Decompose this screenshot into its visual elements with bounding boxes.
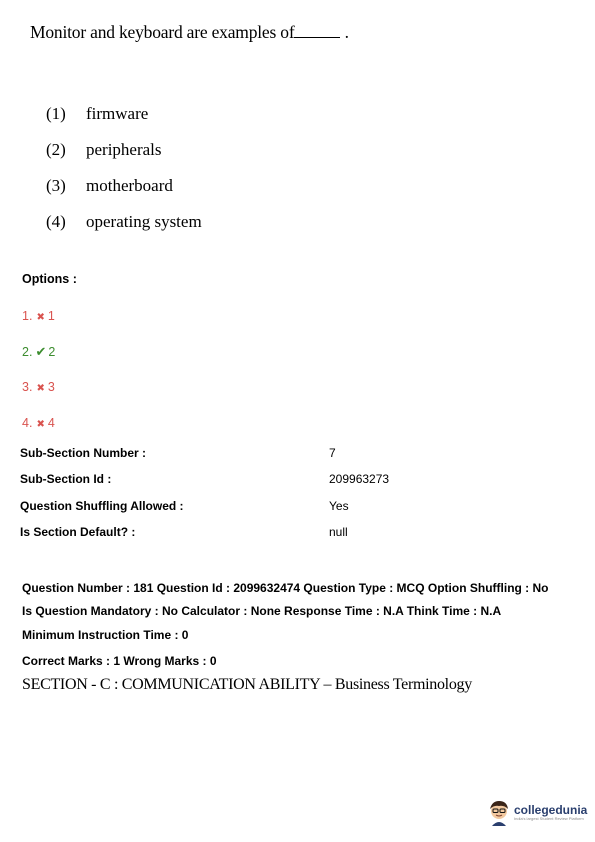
brand-tagline: India's largest Student Review Platform <box>514 816 584 821</box>
option-prefix: 1. <box>22 309 33 323</box>
check-icon: ✔ <box>35 344 47 359</box>
answer-blank <box>294 23 340 38</box>
choice-number: (4) <box>46 212 66 231</box>
options-heading: Options : <box>22 272 77 286</box>
option-prefix: 3. <box>22 380 33 394</box>
choice-number: (1) <box>46 104 66 123</box>
answer-choices <box>46 96 202 240</box>
choice-text: motherboard <box>86 176 173 195</box>
question-end: . <box>344 22 349 42</box>
option-prefix: 4. <box>22 416 33 430</box>
choice-item <box>46 168 202 204</box>
student-avatar-icon <box>488 800 510 826</box>
meta-key: Sub-Section Number : <box>20 446 147 460</box>
option-prefix: 2. <box>22 345 33 359</box>
choice-text: firmware <box>86 104 149 123</box>
meta-key: Sub-Section Id : <box>20 472 112 486</box>
meta-key: Is Section Default? : <box>20 525 136 539</box>
option-value: 2 <box>48 345 56 359</box>
cross-icon: ✖ <box>36 419 45 430</box>
section-title: SECTION - C : COMMUNICATION ABILITY – Business Terminology <box>22 676 472 693</box>
choice-number: (3) <box>46 176 66 195</box>
question-info-line: Minimum Instruction Time : 0 <box>22 628 189 642</box>
choice-text: peripherals <box>86 140 162 159</box>
meta-value: 7 <box>329 446 336 460</box>
meta-value: 209963273 <box>329 472 390 486</box>
choice-item <box>46 204 202 240</box>
question-text <box>30 22 349 43</box>
choice-item <box>46 96 202 132</box>
cross-icon: ✖ <box>36 312 45 323</box>
meta-value: null <box>329 525 348 539</box>
question-info-line: Is Question Mandatory : No Calculator : None Response Time : N.A Think Time : N.A <box>22 604 502 618</box>
meta-key: Question Shuffling Allowed : <box>20 499 184 513</box>
option-value: 4 <box>47 416 55 430</box>
choice-text: operating system <box>86 212 202 231</box>
option-value: 3 <box>47 380 55 394</box>
meta-value: Yes <box>329 499 349 513</box>
option-2 <box>22 344 55 360</box>
question-info-line: Question Number : 181 Question Id : 2099632474 Question Type : MCQ Option Shuffling : No <box>22 581 549 595</box>
collegedunia-logo <box>488 800 587 826</box>
option-4 <box>22 416 55 430</box>
cross-icon: ✖ <box>36 383 45 394</box>
option-value: 1 <box>47 309 55 323</box>
brand-name: collegedunia <box>514 803 588 817</box>
option-3 <box>22 380 55 394</box>
question-info-line: Correct Marks : 1 Wrong Marks : 0 <box>22 654 217 668</box>
choice-item <box>46 132 202 168</box>
question-stem: Monitor and keyboard are examples of <box>30 22 295 42</box>
choice-number: (2) <box>46 140 66 159</box>
option-1 <box>22 309 55 323</box>
